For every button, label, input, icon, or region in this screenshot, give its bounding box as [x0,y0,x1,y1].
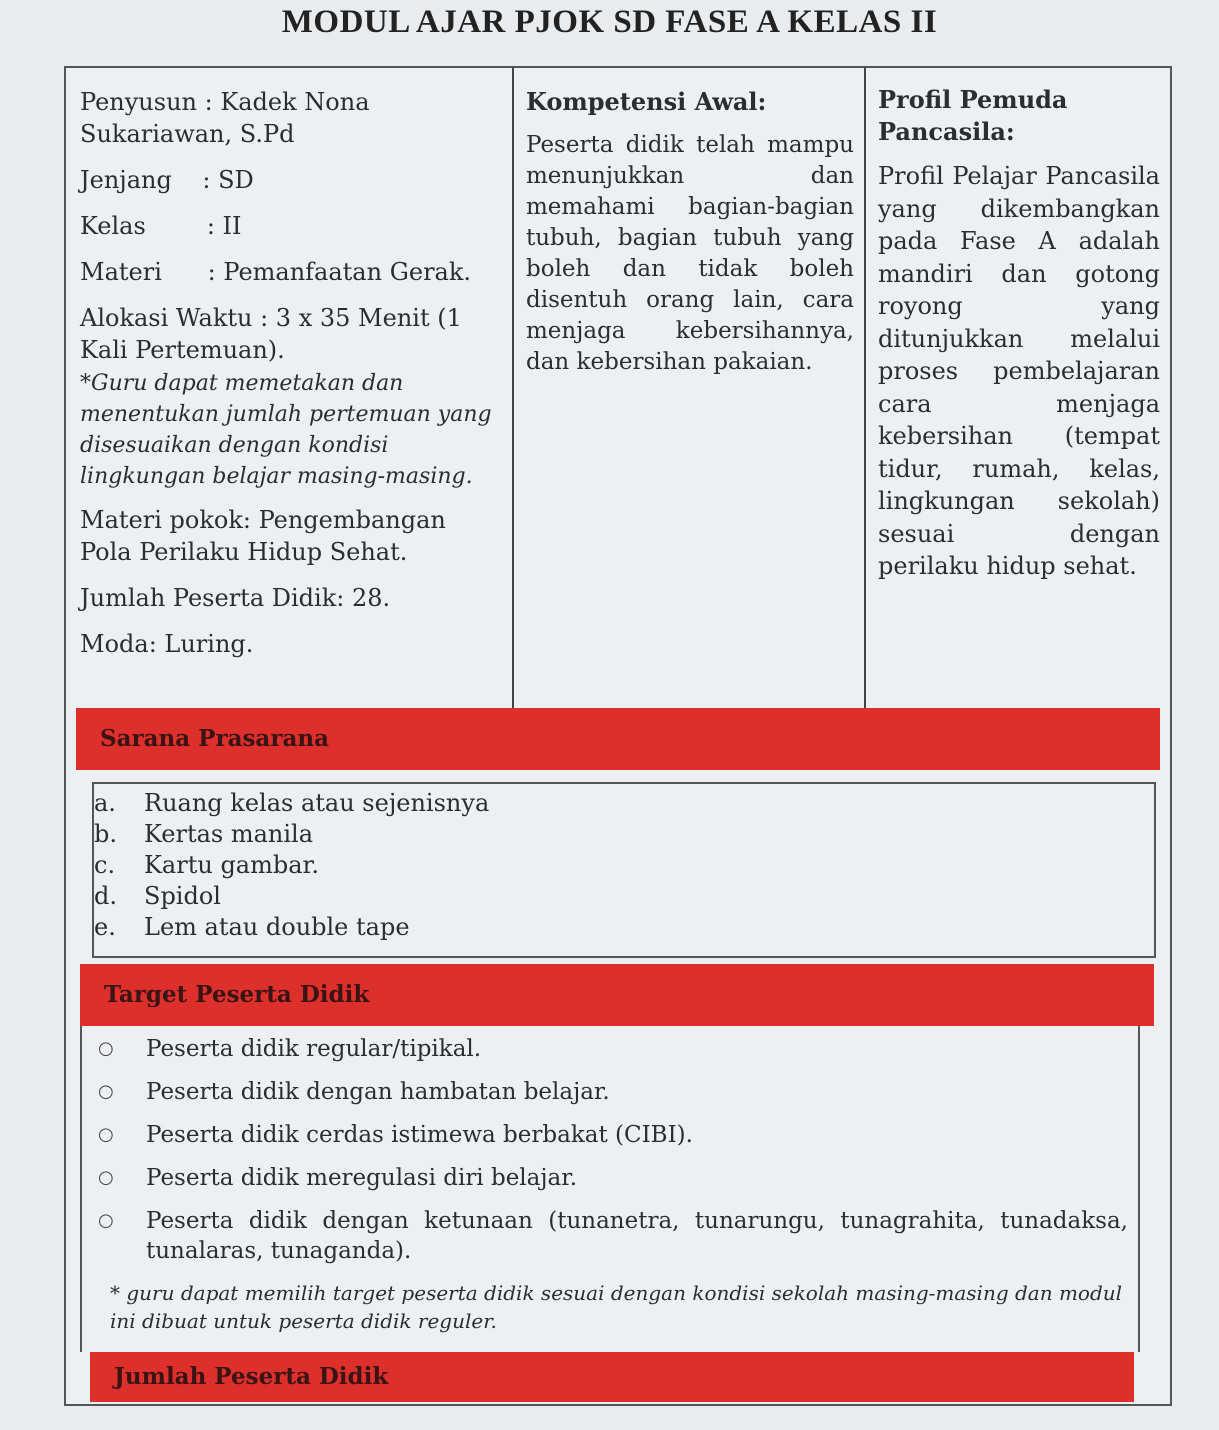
sarana-marker: b. [94,820,117,848]
kompetensi-text: Peserta didik telah mampu menunjukkan dan memahami bagian-bagian tubuh, bagian tubuh yang boleh dan tidak boleh disentuh orang lain, cara menjaga kebersihannya, dan kebersihan pakaian. [526,132,854,375]
sarana-label: Kartu gambar. [144,851,320,879]
target-heading: Target Peserta Didik [80,964,1154,1026]
page-title: MODUL AJAR PJOK SD FASE A KELAS II [281,4,938,40]
bullet-icon: ○ [98,1167,114,1188]
sarana-item [94,819,1154,850]
sarana-label: Spidol [144,882,221,910]
info-row [66,68,1170,708]
sarana-item [94,850,1154,881]
bullet-icon: ○ [98,1038,114,1059]
kompetensi-column [514,68,866,708]
sarana-heading: Sarana Prasarana [76,708,1160,770]
sarana-item [94,788,1154,819]
profil-column [866,68,1170,708]
jenjang-text: Jenjang : SD [80,166,254,194]
sarana-marker: e. [94,913,116,941]
alokasi-note: *Guru dapat memetakan dan menentukan jumlah pertemuan yang disesuaikan dengan kondisi lingkungan belajar masing-masing. [80,371,492,489]
jumlah-peserta-text: Jumlah Peserta Didik: 28. [80,584,391,612]
sarana-item [94,881,1154,912]
target-note: * guru dapat memilih target peserta didik sesuai dengan kondisi sekolah masing-masing dan modul ini dibuat untuk peserta didik reguler. [110,1281,1123,1333]
target-item [96,1077,1128,1107]
module-table [64,66,1172,1406]
sarana-label: Ruang kelas atau sejenisnya [144,789,490,817]
identity-column [66,68,514,708]
jumlah-heading: Jumlah Peserta Didik [90,1352,1134,1402]
target-label: Peserta didik regular/tipikal. [146,1036,482,1062]
target-list [80,1026,1140,1352]
penyusun-text: Penyusun : Kadek Nona Sukariawan, S.Pd [80,88,370,148]
bullet-icon: ○ [98,1081,114,1102]
sarana-label: Lem atau double tape [144,913,410,941]
target-label: Peserta didik cerdas istimewa berbakat (CIBI). [146,1122,693,1148]
materi-text: Materi : Pemanfaatan Gerak. [80,258,472,286]
target-label: Peserta didik dengan ketunaan (tunanetra, tunarungu, tunagrahita, tunadaksa, tunalaras, tunaganda). [146,1208,1128,1264]
sarana-item [94,912,1154,943]
bullet-icon: ○ [98,1210,114,1231]
profil-heading: Profil Pemuda Pancasila: [878,85,1068,146]
profil-text: Profil Pelajar Pancasila yang dikembangkan pada Fase A adalah mandiri dan gotong royong yang ditunjukkan melalui proses pembelajaran cara menjaga kebersihan (tempat tidur, rumah, kelas, lingkungan sekolah) sesuai dengan perilaku hidup sehat. [878,162,1160,580]
kompetensi-heading: Kompetensi Awal: [526,87,767,116]
target-label: Peserta didik meregulasi diri belajar. [146,1165,578,1191]
target-label: Peserta didik dengan hambatan belajar. [146,1079,610,1105]
moda-text: Moda: Luring. [80,630,254,658]
materi-pokok-text: Materi pokok: Pengembangan Pola Perilaku Hidup Sehat. [80,506,446,566]
sarana-marker: a. [94,789,116,817]
bullet-icon: ○ [98,1124,114,1145]
target-item [96,1163,1128,1193]
target-item [96,1034,1128,1064]
sarana-marker: d. [94,882,117,910]
kelas-text: Kelas : II [80,212,242,240]
sarana-list [92,782,1156,958]
sarana-label: Kertas manila [144,820,314,848]
target-item [96,1120,1128,1150]
alokasi-text: Alokasi Waktu : 3 x 35 Menit (1 Kali Pertemuan). [80,304,462,364]
sarana-marker: c. [94,851,116,879]
target-item [96,1206,1128,1266]
